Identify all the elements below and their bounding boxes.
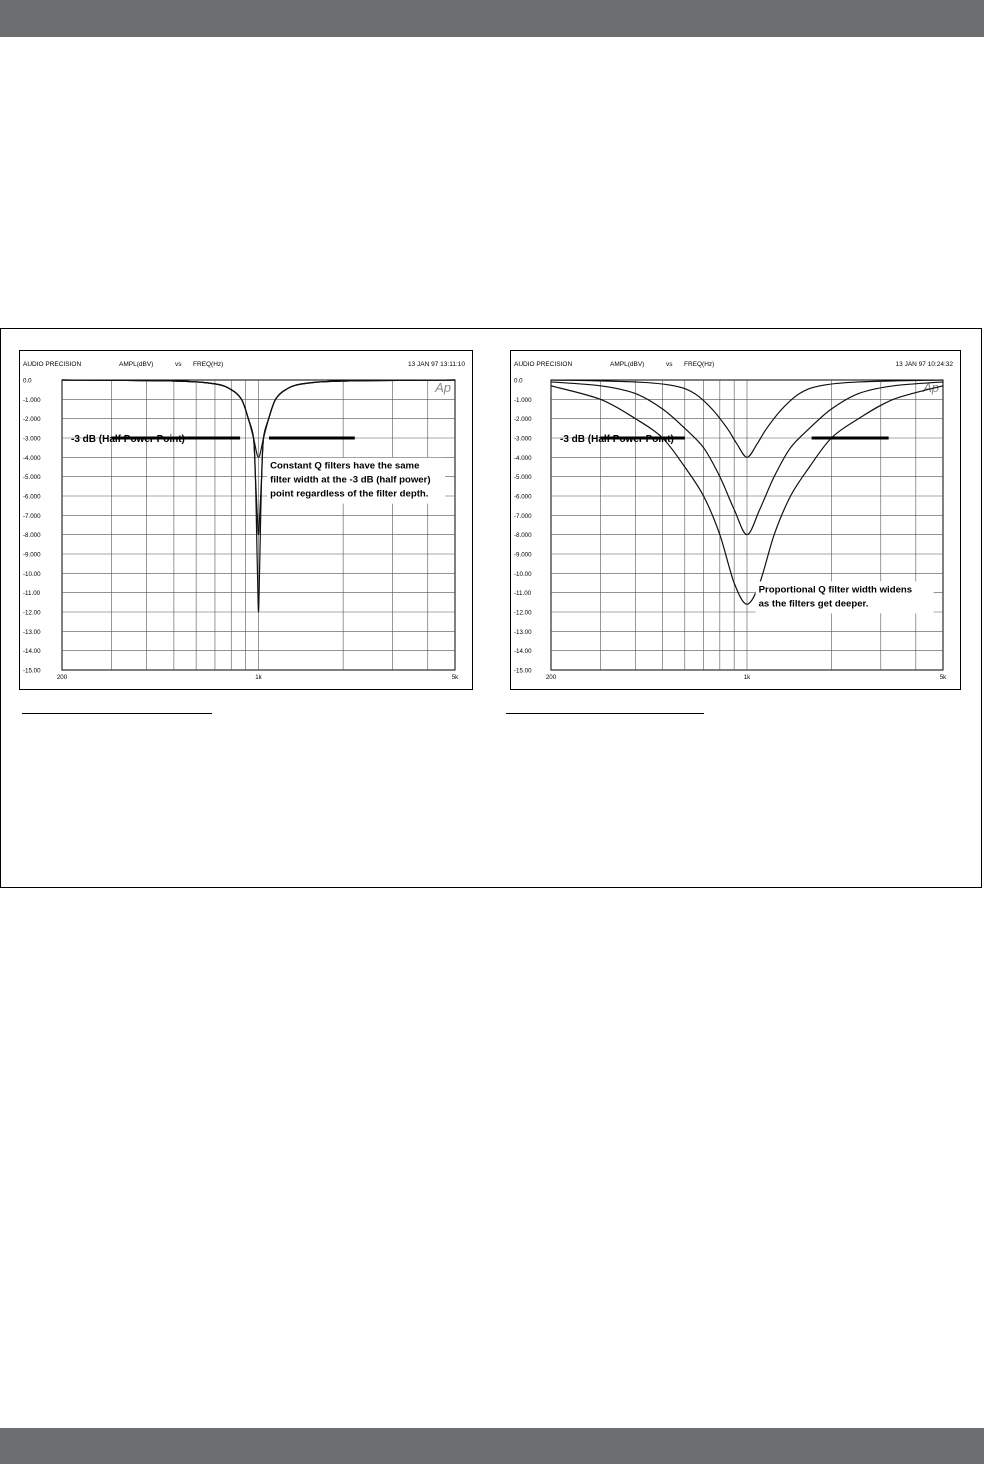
constant-q-chart: [19, 350, 473, 690]
annotation-line: as the filters get deeper.: [758, 598, 869, 610]
chart-x-quantity-label: FREQ(Hz): [684, 361, 715, 368]
chart-y-quantity-label: AMPL(dBV): [119, 361, 154, 368]
y-tick-label: -5.000: [514, 474, 532, 482]
y-tick-label: -6.000: [23, 493, 41, 501]
y-tick-label: -11.00: [23, 590, 41, 598]
y-tick-label: -2.000: [23, 416, 41, 424]
y-tick-label: -1.000: [23, 396, 41, 404]
annotation-line: filter width at the -3 dB (half power): [270, 474, 431, 486]
chart-date-label: 13 JAN 97 10:24:32: [895, 361, 953, 368]
chart-vs-label: vs: [175, 361, 182, 368]
y-tick-label: -7.000: [514, 512, 532, 520]
x-tick-label: 1k: [255, 674, 262, 681]
y-tick-label: 0.0: [514, 377, 523, 385]
annotation-line: Proportional Q filter width widens: [758, 584, 913, 596]
chart-y-quantity-label: AMPL(dBV): [610, 361, 645, 368]
y-tick-label: -15.00: [514, 667, 532, 675]
half-power-label: -3 dB (Half Power Point): [71, 434, 185, 445]
x-tick-label: 5k: [451, 674, 459, 681]
proportional-q-chart: [510, 350, 961, 690]
y-tick-label: -14.00: [23, 648, 41, 656]
y-tick-label: -13.00: [514, 628, 532, 636]
bottom-footer-band: [0, 1428, 984, 1464]
y-tick-label: -2.000: [514, 416, 532, 424]
ap-logo: Ap: [435, 380, 451, 395]
y-tick-label: -4.000: [514, 454, 532, 462]
y-tick-label: -11.00: [514, 590, 532, 598]
chart-vs-label: vs: [666, 361, 673, 368]
x-tick-label: 5k: [939, 674, 947, 681]
y-tick-label: -12.00: [514, 609, 532, 617]
y-tick-label: -12.00: [23, 609, 41, 617]
caption-rule-left: [22, 713, 212, 714]
y-tick-label: -15.00: [23, 667, 41, 675]
y-tick-label: -8.000: [514, 532, 532, 540]
y-tick-label: -9.000: [23, 551, 41, 559]
y-tick-label: -14.00: [514, 648, 532, 656]
chart-date-label: 13 JAN 97 13:11:10: [408, 361, 465, 368]
y-tick-label: -7.000: [23, 512, 41, 520]
y-tick-label: -8.000: [23, 532, 41, 540]
half-power-label: -3 dB (Half Power Point): [560, 434, 674, 445]
chart-brand-label: AUDIO PRECISION: [514, 361, 573, 368]
y-tick-label: -13.00: [23, 628, 41, 636]
chart-outer-border: [20, 351, 473, 690]
chart-x-quantity-label: FREQ(Hz): [193, 361, 224, 368]
x-tick-label: 200: [545, 674, 557, 681]
x-tick-label: 1k: [743, 674, 751, 681]
ap-logo: Ap: [923, 380, 939, 395]
chart-outer-border: [511, 351, 961, 690]
y-tick-label: -10.00: [514, 570, 532, 578]
annotation-line: point regardless of the filter depth.: [270, 488, 429, 500]
y-tick-label: -1.000: [514, 396, 532, 404]
y-tick-label: -9.000: [514, 551, 532, 559]
y-tick-label: 0.0: [23, 377, 32, 385]
annotation-line: Constant Q filters have the same: [270, 460, 420, 472]
y-tick-label: -3.000: [514, 435, 532, 443]
top-header-band: [0, 0, 984, 37]
y-tick-label: -5.000: [23, 474, 41, 482]
y-tick-label: -6.000: [514, 493, 532, 501]
y-tick-label: -3.000: [23, 435, 41, 443]
x-tick-label: 200: [56, 674, 68, 681]
caption-rule-right: [506, 713, 704, 714]
chart-brand-label: AUDIO PRECISION: [23, 361, 82, 368]
y-tick-label: -10.00: [23, 570, 41, 578]
y-tick-label: -4.000: [23, 454, 41, 462]
